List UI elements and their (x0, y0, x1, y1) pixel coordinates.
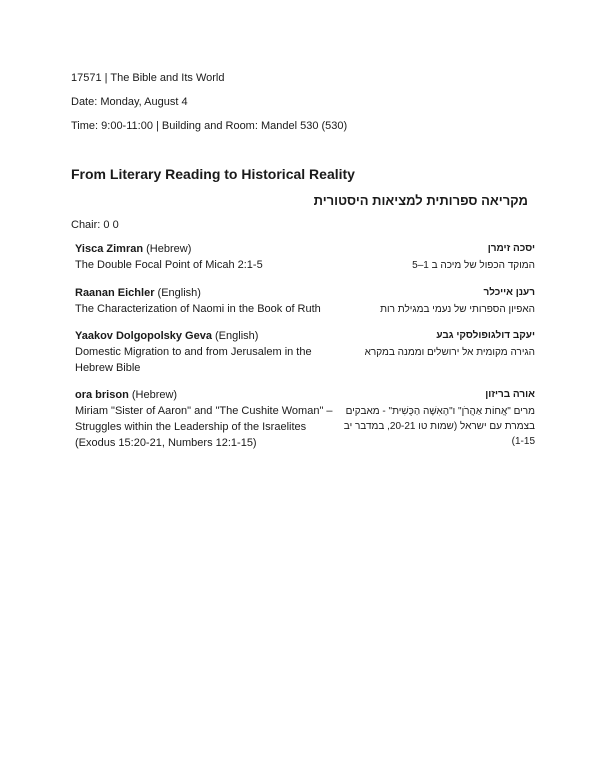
paper-he (340, 285, 535, 317)
paper-title-he: מרים "אֲחוֹת אַהֲרֹן" ו"הָאִשָּׁה הַכֻּשִׁית" - מאבקים בצמרת עם ישראל (שמות טו 20-21, במדבר יב 1-15) (343, 406, 535, 447)
author-name-en: Raanan Eichler (75, 287, 155, 299)
paper-he (340, 241, 535, 273)
paper-title-en: The Characterization of Naomi in the Book of Ruth (75, 303, 321, 315)
paper-title-he: הגירה מקומית אל ירושלים וממנה במקרא (364, 347, 535, 358)
session-chair: Chair: 0 0 (71, 219, 119, 231)
author-language: (English) (211, 330, 259, 342)
paper-title-en: Domestic Migration to and from Jerusalem in the Hebrew Bible (75, 346, 312, 374)
paper-title-he: המוקד הכפול של מיכה ב 1–5 (412, 260, 535, 271)
paper-he (340, 328, 535, 360)
session-title-he: מקריאה ספרותית למציאות היסטורית (313, 193, 528, 208)
author-language: (Hebrew) (143, 243, 192, 255)
author-name-he: רענן אייכלר (483, 287, 535, 298)
author-name-he: יעקב דולגופולסקי גבע (436, 330, 535, 341)
author-name-he: אורה בריזון (485, 389, 535, 400)
author-name-he: יסכה זימרן (487, 243, 535, 254)
author-name-en: Yaakov Dolgopolsky Geva (75, 330, 212, 342)
author-name-en: Yisca Zimran (75, 243, 144, 255)
paper-en (75, 241, 340, 273)
time-line: Time: 9:00-11:00 | Building and Room: Mandel 530 (530) (71, 120, 348, 132)
session-title-en: From Literary Reading to Historical Reality (71, 166, 355, 182)
author-language: (Hebrew) (128, 389, 178, 401)
paper-title-he: האפיון הספרותי של נעמי במגילת רות (380, 304, 535, 315)
paper-en (75, 387, 340, 451)
paper-title-en: Miriam "Sister of Aaron" and "The Cushite Woman" – Struggles within the Leadership of the Israelites (Exodus 15:20-21, Numbers 12:1-15) (75, 405, 333, 449)
paper-title-en: The Double Focal Point of Micah 2:1-5 (75, 259, 263, 271)
course-line: 17571 | The Bible and Its World (71, 72, 225, 84)
paper-en (75, 328, 340, 376)
author-name-en: ora brison (75, 389, 129, 401)
paper-he (340, 387, 535, 449)
paper-en (75, 285, 340, 317)
author-language: (English) (154, 287, 201, 299)
date-line: Date: Monday, August 4 (71, 96, 188, 108)
